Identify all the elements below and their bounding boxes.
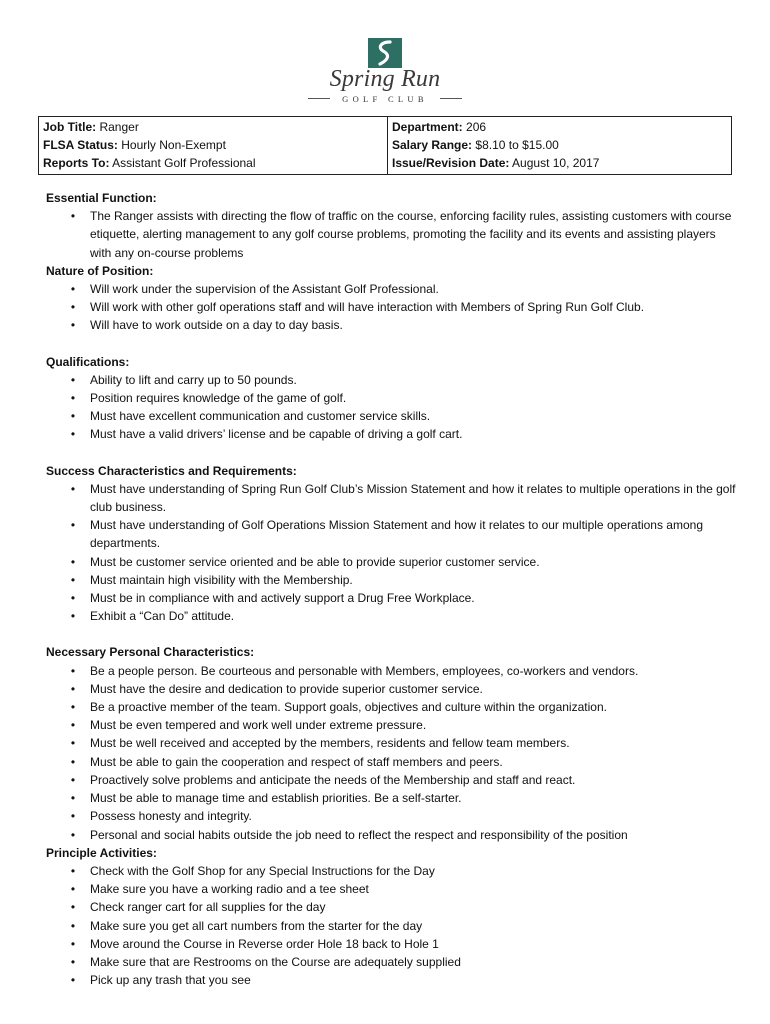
success-characteristics-heading: Success Characteristics and Requirements: — [46, 463, 297, 478]
list-item — [46, 807, 736, 825]
section-spacer — [46, 625, 736, 643]
list-item — [46, 698, 736, 716]
list-item-text: Position requires knowledge of the game of golf. — [90, 391, 347, 406]
list-item-text: Move around the Course in Reverse order Hole 18 back to Hole 1 — [90, 936, 439, 951]
job-title-cell — [39, 117, 388, 175]
list-item — [46, 280, 736, 298]
bullet-icon: • — [70, 591, 76, 606]
bullet-icon: • — [70, 736, 76, 751]
list-item — [46, 917, 736, 935]
bullet-icon: • — [70, 973, 76, 988]
list-item-text: Must be in compliance with and actively support a Drug Free Workplace. — [90, 591, 475, 606]
list-item-text: Will work under the supervision of the Assistant Golf Professional. — [90, 282, 439, 297]
job-info-row — [39, 117, 732, 175]
bullet-icon: • — [70, 300, 76, 315]
bullet-icon: • — [70, 918, 76, 933]
logo-rule-right — [440, 98, 462, 99]
list-item-text: Will work with other golf operations staff and will have interaction with Members of Spring Run Golf Club. — [90, 300, 645, 315]
salary-value: $8.10 to $15.00 — [475, 138, 559, 152]
list-item — [46, 207, 736, 262]
bullet-icon: • — [70, 772, 76, 787]
list-item-text: Be a people person. Be courteous and personable with Members, employees, co-workers and vendors. — [90, 663, 639, 678]
bullet-icon: • — [70, 282, 76, 297]
salary-label: Salary Range: — [392, 138, 473, 152]
bullet-icon: • — [70, 391, 76, 406]
list-item-text: Must be even tempered and work well under extreme pressure. — [90, 718, 427, 733]
list-item-text: Proactively solve problems and anticipate the needs of the Membership and staff and react. — [90, 772, 576, 787]
list-item — [46, 480, 736, 516]
reports-to-value: Assistant Golf Professional — [112, 156, 256, 170]
list-item — [46, 371, 736, 389]
bullet-icon: • — [70, 663, 76, 678]
bullet-icon: • — [70, 700, 76, 715]
logo-subtitle: GOLF CLUB — [342, 94, 428, 104]
bullet-icon: • — [70, 900, 76, 915]
qualifications-heading: Qualifications: — [46, 354, 130, 369]
list-item-text: Check with the Golf Shop for any Special Instructions for the Day — [90, 863, 435, 878]
list-item — [46, 589, 736, 607]
list-item-text: Make sure that are Restrooms on the Course are adequately supplied — [90, 954, 461, 969]
bullet-icon: • — [70, 827, 76, 842]
bullet-icon: • — [70, 936, 76, 951]
list-item-text: Possess honesty and integrity. — [90, 809, 252, 824]
essential-function-heading: Essential Function: — [46, 191, 157, 205]
list-item-text: The Ranger assists with directing the flow of traffic on the course, enforcing facility rules, assisting customers with course etiquette, alerting management to any golf course problems, promoting the facility and its events and assisting players with any on-course problems — [90, 209, 732, 260]
bullet-icon: • — [70, 882, 76, 897]
principle-activities-heading: Principle Activities: — [46, 845, 157, 860]
list-item-text: Must have a valid drivers’ license and be capable of driving a golf cart. — [90, 427, 463, 442]
list-item-text: Must have understanding of Spring Run Golf Club’s Mission Statement and how it relates to multiple operations in the golf club business. — [90, 481, 736, 515]
bullet-icon: • — [70, 863, 76, 878]
reports-to-label: Reports To: — [43, 156, 110, 170]
list-item-text: Must be customer service oriented and be able to provide superior customer service. — [90, 554, 540, 569]
list-item — [46, 680, 736, 698]
document-body — [46, 189, 736, 989]
club-logo — [300, 34, 470, 106]
bullet-icon: • — [70, 809, 76, 824]
list-item — [46, 662, 736, 680]
bullet-icon: • — [70, 754, 76, 769]
list-item-text: Must have understanding of Golf Operations Mission Statement and how it relates to our multiple operations among departments. — [90, 518, 704, 551]
list-item — [46, 953, 736, 971]
logo-subtitle-row — [308, 92, 462, 106]
list-item-text: Must be able to gain the cooperation and respect of staff members and peers. — [90, 754, 503, 769]
logo-title: Spring Run — [329, 66, 441, 92]
bullet-icon: • — [70, 427, 76, 442]
principle-activities-list — [46, 862, 736, 989]
list-item-text: Check ranger cart for all supplies for the day — [90, 900, 326, 915]
list-item-text: Make sure you have a working radio and a tee sheet — [90, 882, 369, 897]
bullet-icon: • — [70, 518, 76, 533]
bullet-icon: • — [70, 681, 76, 696]
success-characteristics-list — [46, 480, 736, 626]
bullet-icon: • — [70, 718, 76, 733]
list-item — [46, 771, 736, 789]
list-item — [46, 571, 736, 589]
list-item — [46, 389, 736, 407]
list-item — [46, 898, 736, 916]
bullet-icon: • — [70, 554, 76, 569]
nature-of-position-list — [46, 280, 736, 335]
bullet-icon: • — [70, 209, 76, 224]
list-item — [46, 789, 736, 807]
list-item — [46, 425, 736, 443]
list-item-text: Ability to lift and carry up to 50 pounds. — [90, 372, 297, 387]
job-info-table — [38, 116, 732, 175]
essential-function-list — [46, 207, 736, 262]
revision-date-value: August 10, 2017 — [512, 156, 600, 170]
list-item — [46, 880, 736, 898]
list-item-text: Must be well received and accepted by the members, residents and fellow team members. — [90, 736, 570, 751]
bullet-icon: • — [70, 409, 76, 424]
qualifications-list — [46, 371, 736, 444]
personal-characteristics-list — [46, 662, 736, 844]
list-item-text: Be a proactive member of the team. Support goals, objectives and culture within the organization. — [90, 700, 607, 715]
list-item — [46, 316, 736, 334]
bullet-icon: • — [70, 954, 76, 969]
list-item-text: Exhibit a “Can Do” attitude. — [90, 609, 235, 624]
bullet-icon: • — [70, 609, 76, 624]
bullet-icon: • — [70, 481, 76, 496]
list-item-text: Personal and social habits outside the job need to reflect the respect and responsibility of the position — [90, 827, 628, 842]
list-item — [46, 753, 736, 771]
list-item — [46, 407, 736, 425]
logo-rule-left — [308, 98, 330, 99]
department-value: 206 — [466, 120, 487, 134]
list-item-text: Make sure you get all cart numbers from the starter for the day — [90, 918, 423, 933]
list-item-text: Must be able to manage time and establish priorities. Be a self-starter. — [90, 791, 462, 806]
list-item — [46, 298, 736, 316]
job-title-value: Ranger — [99, 120, 139, 134]
bullet-icon: • — [70, 372, 76, 387]
bullet-icon: • — [70, 791, 76, 806]
list-item — [46, 862, 736, 880]
list-item — [46, 716, 736, 734]
list-item — [46, 935, 736, 953]
list-item — [46, 607, 736, 625]
list-item-text: Must maintain high visibility with the Membership. — [90, 572, 353, 587]
bullet-icon: • — [70, 572, 76, 587]
job-title-label: Job Title: — [43, 120, 97, 134]
list-item-text: Will have to work outside on a day to day basis. — [90, 318, 343, 333]
personal-characteristics-heading: Necessary Personal Characteristics: — [46, 645, 255, 660]
section-spacer — [46, 444, 736, 462]
list-item — [46, 971, 736, 989]
list-item — [46, 553, 736, 571]
revision-date-label: Issue/Revision Date: — [392, 156, 510, 170]
list-item-text: Pick up any trash that you see — [90, 973, 251, 988]
list-item — [46, 516, 736, 552]
department-cell — [388, 117, 732, 175]
flsa-value: Hourly Non-Exempt — [121, 138, 226, 152]
list-item — [46, 734, 736, 752]
list-item-text: Must have the desire and dedication to provide superior customer service. — [90, 681, 483, 696]
nature-of-position-heading: Nature of Position: — [46, 263, 154, 278]
flsa-label: FLSA Status: — [43, 138, 118, 152]
list-item — [46, 826, 736, 844]
department-label: Department: — [392, 120, 463, 134]
bullet-icon: • — [70, 318, 76, 333]
section-spacer — [46, 335, 736, 353]
list-item-text: Must have excellent communication and customer service skills. — [90, 409, 431, 424]
